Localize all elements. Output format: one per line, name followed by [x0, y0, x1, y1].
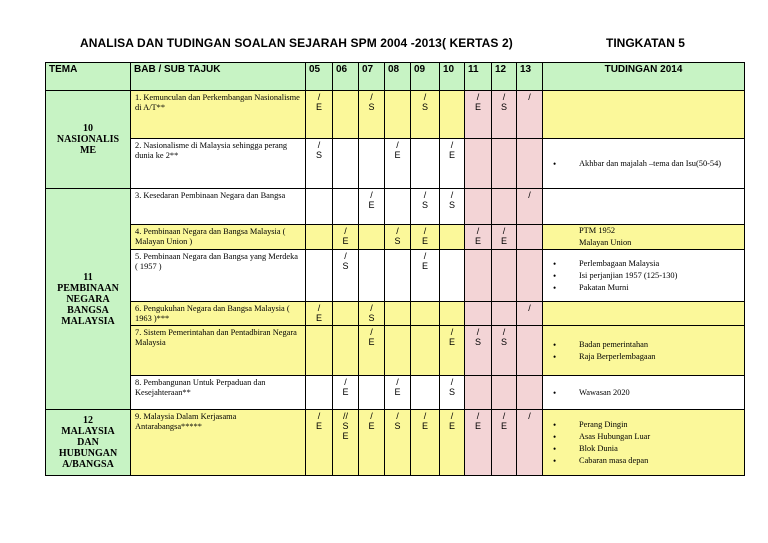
chapter-title: 5. Pembinaan Negara dan Bangsa yang Merdeka ( 1957 ) — [131, 250, 306, 302]
theme-12-hubungan-antarabangsa: 12 MALAYSIA DAN HUBUNGAN A/BANGSA — [46, 410, 131, 476]
table-row — [46, 189, 745, 225]
year-mark-cell — [411, 376, 440, 410]
year-mark-cell — [465, 250, 492, 302]
year-mark-cell — [440, 302, 465, 326]
tudingan-item: • Blok Dunia — [553, 443, 740, 455]
year-mark-cell: / E — [306, 410, 333, 476]
theme-10-nasionalisme: 10 NASIONALIS ME — [46, 91, 131, 189]
col-year-06: 06 — [333, 63, 359, 91]
year-mark-cell — [517, 250, 543, 302]
year-mark-cell: / — [517, 302, 543, 326]
year-mark-cell — [359, 225, 385, 250]
tudingan-item: • Wawasan 2020 — [553, 387, 740, 399]
year-mark-cell — [333, 302, 359, 326]
year-mark-cell — [306, 326, 333, 376]
year-mark-cell: / — [517, 410, 543, 476]
year-mark-cell — [411, 326, 440, 376]
tudingan-list — [547, 158, 740, 170]
table-row — [46, 139, 745, 189]
year-mark-cell — [517, 376, 543, 410]
tudingan-cell — [543, 91, 745, 139]
year-mark-cell: / S — [465, 326, 492, 376]
year-mark-cell: / E — [385, 139, 411, 189]
year-mark-cell: / S — [492, 326, 517, 376]
year-mark-cell: / E — [465, 91, 492, 139]
table-row — [46, 91, 745, 139]
year-mark-cell — [306, 376, 333, 410]
year-mark-cell: / E — [411, 250, 440, 302]
year-mark-cell — [492, 189, 517, 225]
year-mark-cell: / — [517, 91, 543, 139]
year-mark-cell — [517, 326, 543, 376]
year-mark-cell — [440, 91, 465, 139]
col-year-12: 12 — [492, 63, 517, 91]
tudingan-item: • Perlembagaan Malaysia — [553, 258, 740, 270]
year-mark-cell: / S — [385, 410, 411, 476]
year-mark-cell: / E — [440, 326, 465, 376]
year-mark-cell: / E — [385, 376, 411, 410]
year-mark-cell — [333, 326, 359, 376]
year-mark-cell — [385, 250, 411, 302]
col-tema: TEMA — [46, 63, 131, 91]
tudingan-item: • Perang Dingin — [553, 419, 740, 431]
tudingan-item: • Raja Berperlembagaan — [553, 351, 740, 363]
year-mark-cell — [333, 91, 359, 139]
year-mark-cell — [385, 302, 411, 326]
tudingan-list — [547, 258, 740, 294]
tudingan-list — [547, 419, 740, 467]
year-mark-cell — [492, 250, 517, 302]
year-mark-cell — [385, 326, 411, 376]
year-mark-cell — [359, 376, 385, 410]
year-mark-cell: / — [517, 189, 543, 225]
year-mark-cell: / E — [492, 225, 517, 250]
col-tudingan: TUDINGAN 2014 — [543, 63, 745, 91]
tudingan-cell — [543, 189, 745, 225]
tudingan-list — [547, 387, 740, 399]
document-title: ANALISA DAN TUDINGAN SOALAN SEJARAH SPM 2004 -2013( KERTAS 2) — [80, 36, 513, 50]
year-mark-cell: / S — [492, 91, 517, 139]
table-row — [46, 376, 745, 410]
year-mark-cell — [306, 225, 333, 250]
tudingan-item: • Badan pemerintahan — [553, 339, 740, 351]
table-row — [46, 225, 745, 250]
year-mark-cell: / E — [411, 225, 440, 250]
col-year-11: 11 — [465, 63, 492, 91]
chapter-title: 4. Pembinaan Negara dan Bangsa Malaysia ( Malayan Union ) — [131, 225, 306, 250]
year-mark-cell: / S — [385, 225, 411, 250]
tudingan-item: • Cabaran masa depan — [553, 455, 740, 467]
chapter-title: 8. Pembangunan Untuk Perpaduan dan Kesejahteraan** — [131, 376, 306, 410]
col-year-13: 13 — [517, 63, 543, 91]
year-mark-cell: / E — [465, 225, 492, 250]
tudingan-item: Malayan Union — [579, 238, 632, 247]
year-mark-cell: / S — [359, 302, 385, 326]
year-mark-cell — [492, 139, 517, 189]
year-mark-cell: / E — [440, 410, 465, 476]
year-mark-cell: / E — [440, 139, 465, 189]
year-mark-cell — [306, 189, 333, 225]
year-mark-cell: / E — [306, 302, 333, 326]
year-mark-cell: / S — [440, 376, 465, 410]
chapter-title: 9. Malaysia Dalam Kerjasama Antarabangsa***** — [131, 410, 306, 476]
col-year-05: 05 — [306, 63, 333, 91]
year-mark-cell: / S — [440, 189, 465, 225]
year-mark-cell: / S — [411, 189, 440, 225]
year-mark-cell: / E — [333, 376, 359, 410]
year-mark-cell — [517, 139, 543, 189]
chapter-title: 7. Sistem Pemerintahan dan Pentadbiran Negara Malaysia — [131, 326, 306, 376]
tudingan-item: • Isi perjanjian 1957 (125-130) — [553, 270, 740, 282]
col-year-08: 08 — [385, 63, 411, 91]
year-mark-cell — [492, 302, 517, 326]
table-row — [46, 326, 745, 376]
year-mark-cell: / S — [306, 139, 333, 189]
tudingan-item: • Asas Hubungan Luar — [553, 431, 740, 443]
tudingan-item: PTM 1952 — [579, 226, 616, 235]
year-mark-cell: / E — [411, 410, 440, 476]
tudingan-cell — [543, 326, 745, 376]
chapter-title: 1. Kemunculan dan Perkembangan Nasionalisme di A/T** — [131, 91, 306, 139]
year-mark-cell: / E — [306, 91, 333, 139]
table-header-row — [46, 63, 745, 91]
year-mark-cell: / E — [465, 410, 492, 476]
col-year-09: 09 — [411, 63, 440, 91]
year-mark-cell: / E — [359, 326, 385, 376]
col-year-10: 10 — [440, 63, 465, 91]
year-mark-cell: / E — [492, 410, 517, 476]
tudingan-item: • Pakatan Murni — [553, 282, 740, 294]
year-mark-cell — [465, 376, 492, 410]
table-row — [46, 410, 745, 476]
year-mark-cell: // S E — [333, 410, 359, 476]
tudingan-cell — [543, 410, 745, 476]
year-mark-cell — [465, 189, 492, 225]
year-mark-cell: / S — [411, 91, 440, 139]
year-mark-cell — [411, 139, 440, 189]
year-mark-cell — [411, 302, 440, 326]
form-level-label: TINGKATAN 5 — [606, 36, 685, 50]
chapter-title: 6. Pengukuhan Negara dan Bangsa Malaysia ( 1963 )*** — [131, 302, 306, 326]
year-mark-cell — [306, 250, 333, 302]
tudingan-cell — [543, 302, 745, 326]
year-mark-cell: / E — [359, 410, 385, 476]
year-mark-cell: / E — [359, 189, 385, 225]
year-mark-cell — [465, 302, 492, 326]
year-mark-cell — [465, 139, 492, 189]
chapter-title: 2. Nasionalisme di Malaysia sehingga perang dunia ke 2** — [131, 139, 306, 189]
year-mark-cell — [333, 189, 359, 225]
year-mark-cell: / S — [359, 91, 385, 139]
analysis-table — [45, 62, 745, 476]
col-bab: BAB / SUB TAJUK — [131, 63, 306, 91]
year-mark-cell — [385, 91, 411, 139]
tudingan-cell — [543, 376, 745, 410]
col-year-07: 07 — [359, 63, 385, 91]
chapter-title: 3. Kesedaran Pembinaan Negara dan Bangsa — [131, 189, 306, 225]
table-row — [46, 302, 745, 326]
tudingan-item: • Akhbar dan majalah –tema dan Isu(50-54) — [553, 158, 740, 170]
year-mark-cell — [359, 139, 385, 189]
year-mark-cell — [385, 189, 411, 225]
tudingan-cell — [543, 139, 745, 189]
year-mark-cell — [492, 376, 517, 410]
tudingan-list — [547, 225, 740, 249]
year-mark-cell — [333, 139, 359, 189]
year-mark-cell — [440, 250, 465, 302]
year-mark-cell: / S — [333, 250, 359, 302]
tudingan-cell — [543, 250, 745, 302]
year-mark-cell — [359, 250, 385, 302]
year-mark-cell — [440, 225, 465, 250]
tudingan-list — [547, 339, 740, 363]
year-mark-cell — [517, 225, 543, 250]
table-row — [46, 250, 745, 302]
tudingan-cell — [543, 225, 745, 250]
theme-11-pembinaan-negara: 11 PEMBINAAN NEGARA BANGSA MALAYSIA — [46, 189, 131, 410]
year-mark-cell: / E — [333, 225, 359, 250]
